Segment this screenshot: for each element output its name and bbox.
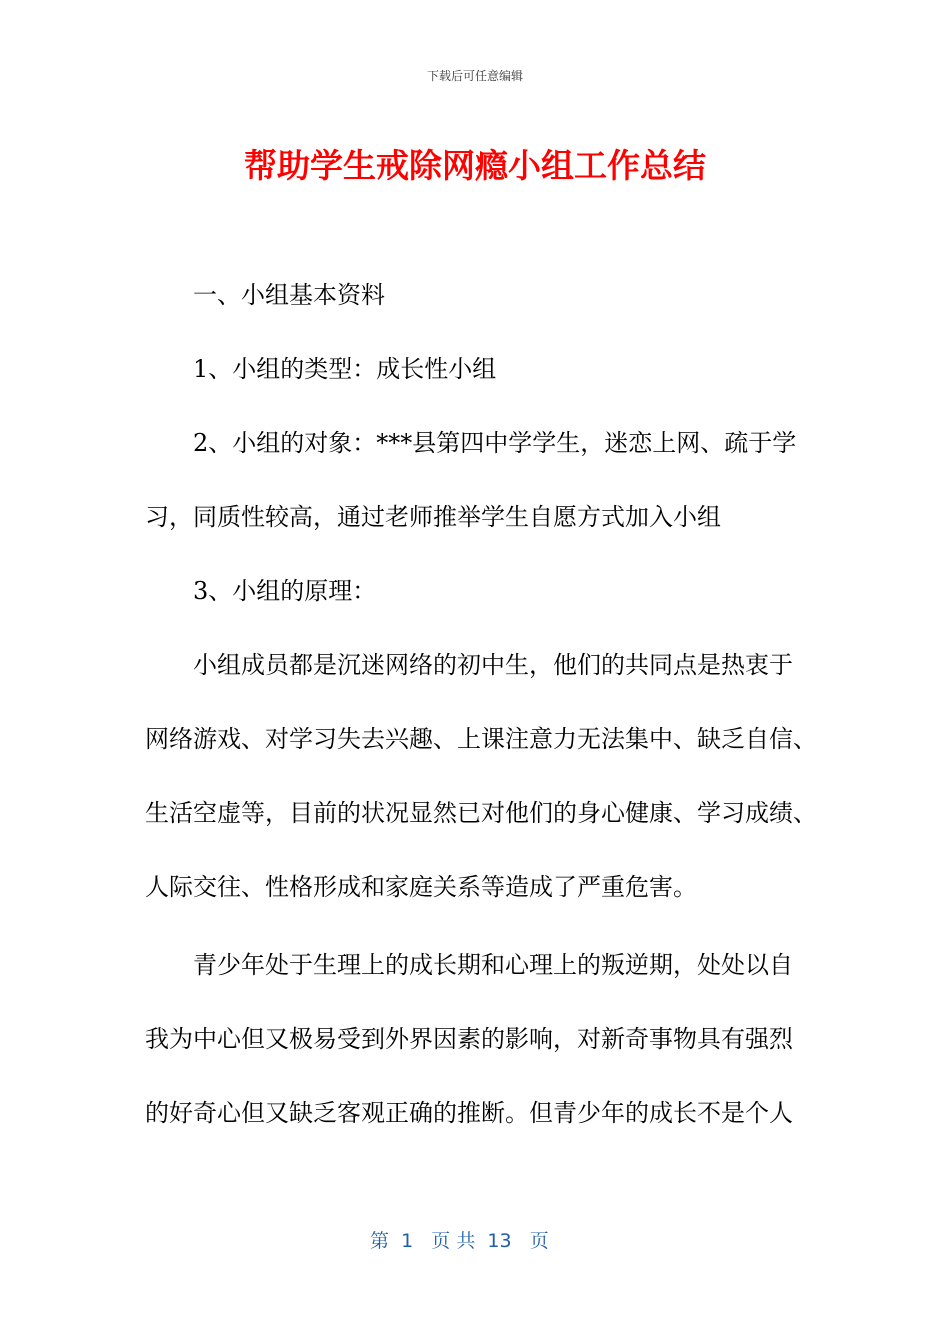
paragraph-line: 人际交往、性格形成和家庭关系等造成了严重危害。 [145,873,697,901]
section-heading: 一、小组基本资料 [193,281,385,309]
paragraph-line: 习，同质性较高，通过老师推举学生自愿方式加入小组 [145,503,721,531]
paragraph-line: 我为中心但又极易受到外界因素的影响，对新奇事物具有强烈 [145,1025,793,1053]
paragraph-line: 青少年处于生理上的成长期和心理上的叛逆期，处处以自 [193,951,793,979]
paragraph-line: 3、小组的原理： [193,577,377,605]
paragraph-line: 1、小组的类型：成长性小组 [193,355,497,383]
page-number-footer: 第 1 页 共 13 页 [370,1230,549,1252]
paragraph-line: 的好奇心但又缺乏客观正确的推断。但青少年的成长不是个人 [145,1099,793,1127]
paragraph-line: 网络游戏、对学习失去兴趣、上课注意力无法集中、缺乏自信、 [145,725,817,753]
paragraph-line: 生活空虚等，目前的状况显然已对他们的身心健康、学习成绩、 [145,799,817,827]
header-note: 下载后可任意编辑 [426,69,523,83]
document-title: 帮助学生戒除网瘾小组工作总结 [244,146,706,185]
paragraph-line: 2、小组的对象：***县第四中学学生，迷恋上网、疏于学 [193,429,797,457]
paragraph-line: 小组成员都是沉迷网络的初中生，他们的共同点是热衷于 [193,651,793,679]
